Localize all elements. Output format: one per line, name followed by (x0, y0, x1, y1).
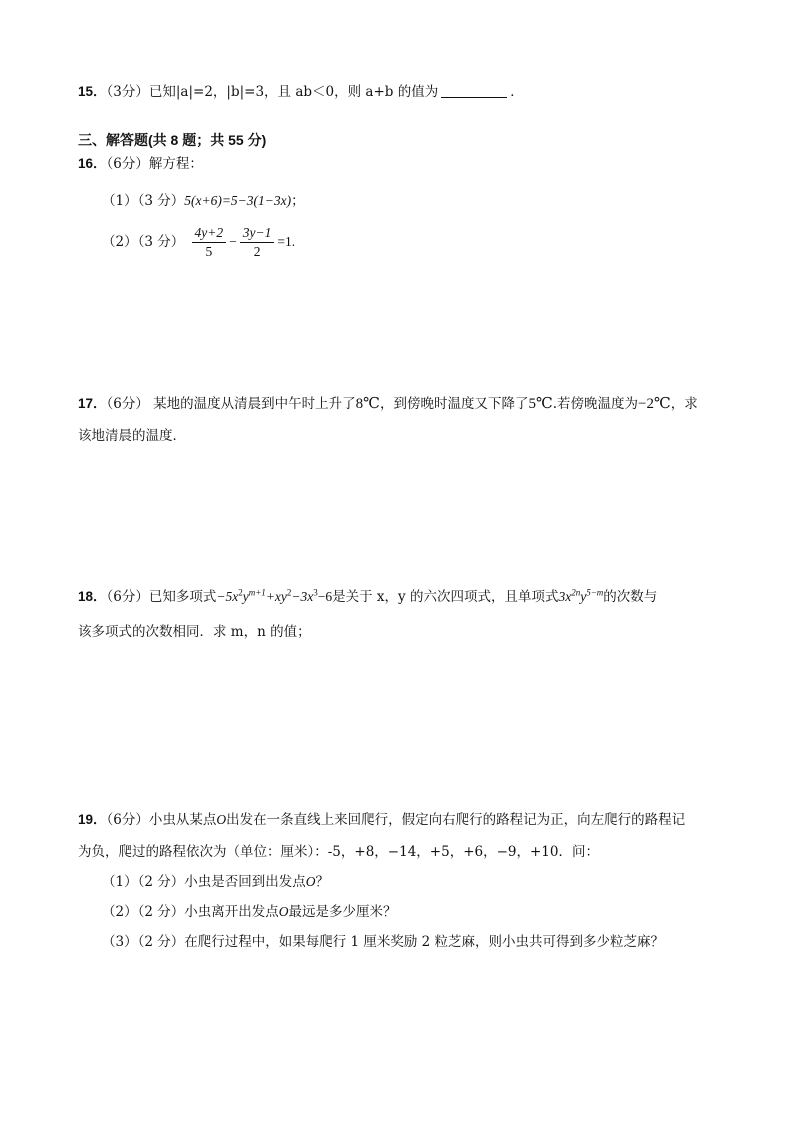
temperature-value: 5℃ (528, 396, 553, 412)
temperature-value: −2℃ (638, 396, 671, 412)
question-16-part-1: （1）（3 分）5(x+6)=5−3(1−3x)； (102, 193, 305, 209)
equation: 5(x+6)=5−3(1−3x) (184, 193, 292, 208)
question-16-part-2: （2）（3 分） $\frac{4y+2}{5}$ − $\frac{3y-1}{2}$ =1. (102, 225, 296, 259)
answer-blank[interactable] (441, 83, 507, 98)
question-number: 19． (78, 812, 107, 827)
question-16 (78, 154, 203, 174)
question-number: 15． (78, 84, 107, 99)
question-17-line-2: 该地清晨的温度． (78, 428, 186, 444)
monomial: $3x^{2n}y^{5-m}$ (558, 587, 604, 604)
question-19-part-3: （3）（2 分）在爬行过程中，如果每爬行 1 厘米奖励 2 粒芝麻，则小虫共可得到多少粒芝麻？ (102, 934, 665, 950)
question-number: 16． (78, 156, 107, 171)
temperature-value: 8℃ (355, 396, 380, 412)
part-label: （2）（3 分） (102, 234, 185, 250)
question-15: 15．（3分）已知|a|=2，|b|=3，且 ab＜0，则 a+b 的值为 ． (78, 84, 524, 100)
question-text: （3分）已知|a|=2，|b|=3，且 ab＜0，则 a+b 的值为 (106, 84, 439, 100)
question-19-line-2: 为负，爬过的路程依次为（单位：厘米）：-5，+8，−14，+5，+6，−9，+10．问： (78, 844, 599, 860)
question-number: 17． (78, 396, 107, 411)
question-number: 18． (78, 589, 107, 604)
fraction: $\frac{3y-1}{2}$ (240, 224, 275, 261)
part-label: （1）（3 分） (102, 193, 185, 209)
question-19-part-1: （1）（2 分）小虫是否回到出发点O？ (102, 874, 329, 890)
question-17: 17．（6分） 某地的温度从清晨到中午时上升了8℃，到傍晚时温度又下降了5℃.若傍晚温度为−2℃，求 (78, 396, 698, 412)
fraction: $\frac{4y+2}{5}$ (192, 224, 227, 261)
question-18-line-2: 该多项式的次数相同．求 m，n 的值； (78, 624, 311, 640)
question-19-part-2: （2）（2 分）小虫离开出发点O最远是多少厘米？ (102, 904, 397, 920)
section-title: 三、解答题(共 8 题；共 55 分) (78, 132, 267, 148)
question-19: 19．（6分）小虫从某点O出发在一条直线上来回爬行，假定向右爬行的路程记为正，向左爬行的路程记 (78, 812, 686, 828)
polynomial: $-5x^2y^{m+1}+xy^2-3x^3-6$ (216, 587, 333, 604)
question-text: （6分）解方程： (106, 156, 203, 172)
question-18: 18．（6分）已知多项式$-5x^2y^{m+1}+xy^2-3x^3-6$是关于 x，y 的六次四项式，且单项式$3x^{2n}y^{5-m}$的次数与 (78, 587, 658, 605)
